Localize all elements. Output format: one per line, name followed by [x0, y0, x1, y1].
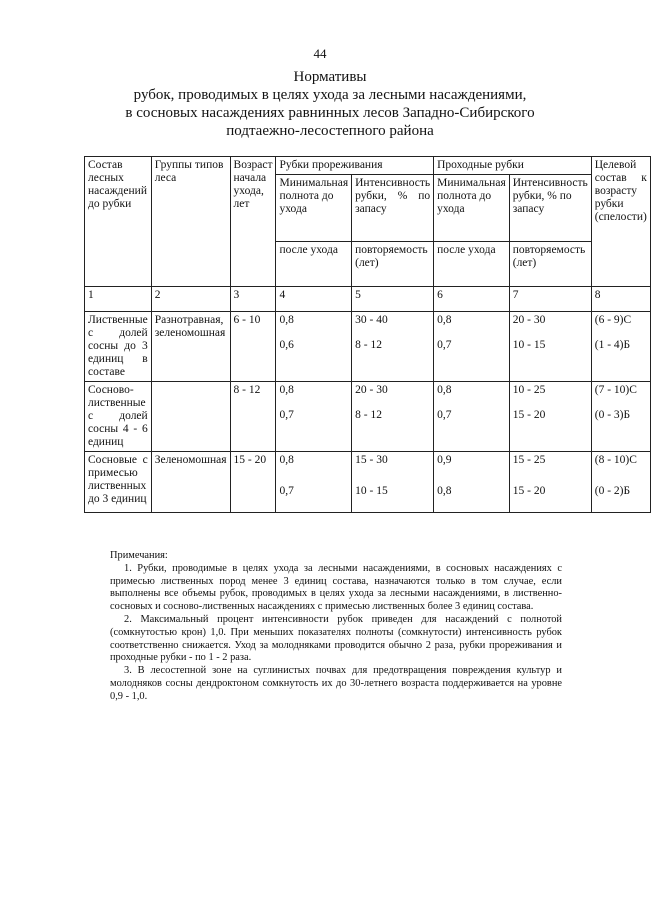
value: 0,7: [437, 339, 452, 351]
title-line-1: Нормативы: [293, 69, 367, 85]
title-line-2: рубок, проводимых в целях ухода за лесными насаждениями,: [133, 87, 527, 103]
row-thin-density: [276, 382, 352, 452]
value: 0,6: [279, 339, 294, 351]
header-pass-intensity: Интенсивность рубки, % по запасу: [509, 175, 591, 242]
row-age: 8 - 12: [230, 382, 276, 452]
row-target: [591, 312, 650, 382]
header-thin-after: после ухода: [276, 242, 352, 287]
title-line-4: подтаежно-лесостепного района: [226, 123, 434, 139]
note-1: 1. Рубки, проводимые в целях ухода за лесными насаждениями, в сосновых насаждениях с примесью лиственных пород менее 3 единиц состава, назначаются только в том случае, если выполнены все объемы рубок, проводимых в целях ухода за лесными насаждениями, в лиственно-сосновых и сосново-лиственных насаждениях с примесью лиственных более 3 единиц состава.: [110, 562, 562, 613]
row-thin-density: [276, 312, 352, 382]
page-number: 44: [313, 46, 327, 61]
value: 10 - 25: [512, 384, 546, 396]
value: 0,8: [279, 384, 294, 396]
row-pass-intensity: [509, 312, 591, 382]
col-number: 4: [276, 287, 352, 312]
row-age: 15 - 20: [230, 452, 276, 513]
header-thin-min-density: Минимальная полнота до ухода: [276, 175, 352, 242]
value: 0,9: [437, 454, 452, 466]
header-pass-repeat: повторяемость (лет): [509, 242, 591, 287]
value: (1 - 4)Б: [594, 339, 631, 351]
value: (8 - 10)С: [594, 454, 637, 466]
value: 20 - 30: [512, 314, 546, 326]
row-pass-density: [434, 312, 510, 382]
col-number: 8: [591, 287, 650, 312]
value: 0,7: [279, 409, 294, 421]
header-thinning: Рубки прореживания: [276, 157, 434, 175]
row-thin-intensity: [352, 452, 434, 513]
notes-heading: Примечания:: [110, 550, 168, 561]
row-pass-intensity: [509, 452, 591, 513]
note-2: 2. Максимальный процент интенсивности рубок приведен для насаждений с полнотой (сомкнутостью крон) 1,0. При меньших показателях полноты (сомкнутости) интенсивность рубок соответственно снижается. Уход за молодняками проводится обычно 2 раза, рубки прореживания и проходные рубки - по 1 - 2 раза.: [110, 613, 562, 664]
row-thin-intensity: [352, 382, 434, 452]
value: 0,8: [279, 314, 294, 326]
row-forest-types: [151, 382, 230, 452]
row-composition: Сосновые с примесью лиственных до 3 единиц: [85, 452, 152, 513]
col-number: 1: [85, 287, 152, 312]
value: 0,7: [437, 409, 452, 421]
header-pass-after: после ухода: [434, 242, 510, 287]
value: 10 - 15: [512, 339, 546, 351]
row-target: [591, 382, 650, 452]
row-forest-types: Разнотравная, зеленомошная: [151, 312, 230, 382]
value: 15 - 20: [512, 409, 546, 421]
norms-table: [84, 156, 651, 513]
title-line-3: в сосновых насаждениях равнинных лесов Западно-Сибирского: [125, 105, 535, 121]
document-title: [100, 68, 560, 140]
value: (6 - 9)С: [594, 314, 632, 326]
notes-section: [110, 550, 562, 704]
value: 0,7: [279, 485, 294, 497]
header-thin-repeat: повторяемость (лет): [352, 242, 434, 287]
row-forest-types: Зеленомошная: [151, 452, 230, 513]
header-pass-min-density: Минимальная полнота до ухода: [434, 175, 510, 242]
header-age: Возраст начала ухода, лет: [230, 157, 276, 287]
value: 30 - 40: [355, 314, 388, 326]
table-row: [85, 452, 651, 513]
col-number: 6: [434, 287, 510, 312]
value: 10 - 15: [355, 485, 388, 497]
column-number-row: [85, 287, 651, 312]
header-thin-intensity: Интенсивность рубки, % по запасу: [352, 175, 434, 242]
header-forest-types: Группы типов леса: [151, 157, 230, 287]
header-target: Целевой состав к возрасту рубки (спелости): [591, 157, 650, 287]
row-composition: Сосново-лиственные с долей сосны 4 - 6 единиц: [85, 382, 152, 452]
value: 0,8: [437, 314, 452, 326]
value: 0,8: [437, 384, 452, 396]
value: (0 - 2)Б: [594, 485, 631, 497]
value: (0 - 3)Б: [594, 409, 631, 421]
value: 8 - 12: [355, 409, 382, 421]
row-age: 6 - 10: [230, 312, 276, 382]
col-number: 5: [352, 287, 434, 312]
header-row-1: [85, 157, 651, 175]
table-row: [85, 382, 651, 452]
value: 15 - 25: [512, 454, 546, 466]
row-thin-density: [276, 452, 352, 513]
value: (7 - 10)С: [594, 384, 637, 396]
row-pass-density: [434, 382, 510, 452]
header-composition: Состав лесных насаждений до рубки: [85, 157, 152, 287]
col-number: 7: [509, 287, 591, 312]
row-thin-intensity: [352, 312, 434, 382]
value: 0,8: [279, 454, 294, 466]
row-target: [591, 452, 650, 513]
value: 15 - 20: [512, 485, 546, 497]
row-pass-density: [434, 452, 510, 513]
row-composition: Лиственные с долей сосны до 3 единиц в составе: [85, 312, 152, 382]
note-3: 3. В лесостепной зоне на суглинистых почвах для предотвращения повреждения культур и молодняков сосны дендроктоном сомкнутость их до 30-летнего возраста поддерживается на уровне 0,9 - 1,0.: [110, 665, 562, 702]
value: 0,8: [437, 485, 452, 497]
value: 15 - 30: [355, 454, 388, 466]
row-pass-intensity: [509, 382, 591, 452]
table-row: [85, 312, 651, 382]
header-passage: Проходные рубки: [434, 157, 592, 175]
col-number: 3: [230, 287, 276, 312]
value: 20 - 30: [355, 384, 388, 396]
value: 8 - 12: [355, 339, 382, 351]
col-number: 2: [151, 287, 230, 312]
